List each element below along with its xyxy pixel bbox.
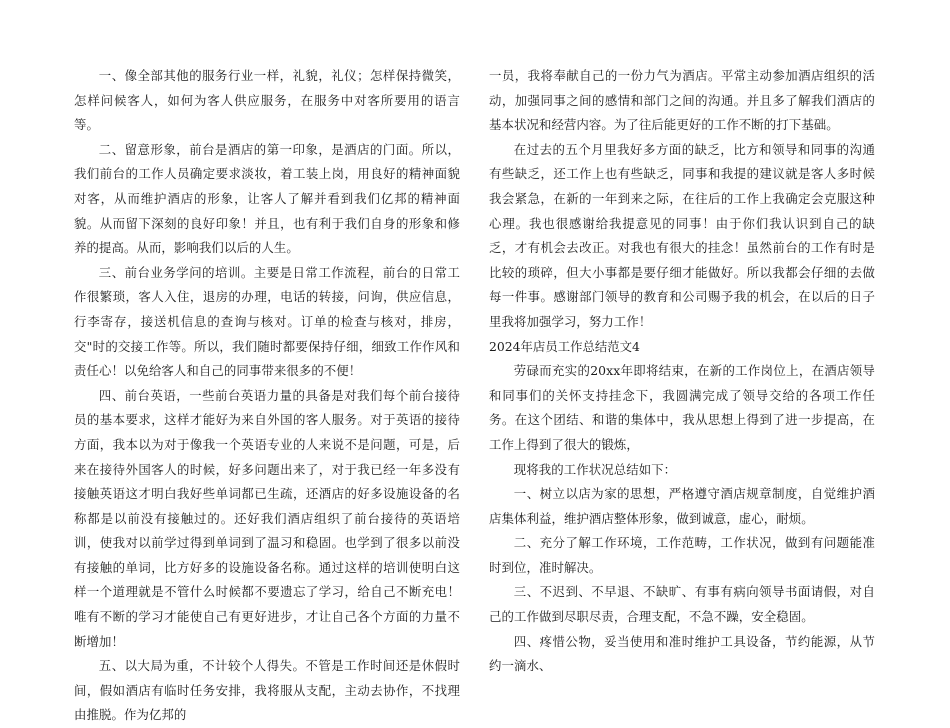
paragraph-point-2: 二、充分了解工作环境，工作范畴，工作状况，做到有问题能准时到位，准时解决。 [489, 535, 875, 575]
paragraph-etiquette: 一、像全部其他的服务行业一样，礼貌，礼仪；怎样保持微笑，怎样问候客人，如何为客人供应服务，在服务中对客所要用的语言等。 [74, 68, 460, 133]
paragraph-english: 四、前台英语，一些前台英语力量的具备是对我们每个前台接待员的基本要求，这样才能好为来自外国的客人服务。对于英语的接待方面，我本以为对于像我一个英语专业的人来说不是问题，可是，后来在接待外国客人的时候，好多问题出来了，对于我已经一年多没有接触英语这才明白我好些单词都已生疏，还酒店的好多设施设备的名称都是以前没有接触过的。还好我们酒店组织了前台接待的英语培训，使我对以前学过得到单词到了温习和稳固。也学到了很多以前没有接触的单词，比方好多的设施设备名称。通过这样的培训使明白这样一个道理就是不管什么时候都不要遗忘了学习，给自己不断充电！唯有不断的学习才能使自己有更好进步，才让自己各个方面的力量不断增加！ [74, 387, 460, 649]
paragraph-point-3: 三、不迟到、不早退、不缺旷、有事有病向领导书面请假，对自己的工作做到尽职尽责，合理支配，不急不躁，安全稳固。 [489, 584, 875, 625]
paragraph-continuation: 一员，我将奉献自己的一份力气为酒店。平常主动参加酒店组织的活动，加强同事之间的感情和部门之间的沟通。并且多了解我们酒店的基本状况和经营内容。为了往后能更好的工作不断的打下基础。 [489, 68, 875, 133]
left-column [74, 64, 460, 728]
paragraph-business-training: 三、前台业务学问的培训。主要是日常工作流程，前台的日常工作很繁琐，客人入住，退房的办理，电话的转接，问询，供应信息，行李寄存，接送机信息的查询与核对。订单的检查与核对，排房，交"时的交接工作等。所以，我们随时都要保持仔细，细致工作作风和责任心！以免给客人和自己的同事带来很多的不便！ [74, 264, 460, 379]
paragraph-point-1: 一、树立以店为家的思想，严格遵守酒店规章制度，自觉维护酒店集体利益，维护酒店整体形象，做到诚意，虚心，耐烦。 [489, 486, 875, 526]
paragraph-overall-interest: 五、以大局为重，不计较个人得失。不管是工作时间还是休假时间，假如酒店有临时任务安排，我将服从支配，主动去协作，不找理由推脱。作为亿邦的 [74, 658, 460, 723]
paragraph-intro: 劳碌而充实的20xx年即将结束，在新的工作岗位上，在酒店领导和同事们的关怀支持挂念下，我圆满完成了领导交给的各项工作任务。在这个团结、和谐的集体中，我从思想上得到了进一步提高，在工作上得到了很大的锻炼， [489, 363, 875, 452]
paragraph-point-4: 四、疼惜公物，妥当使用和准时维护工具设备，节约能源，从节约一滴水、 [489, 633, 875, 674]
right-column [489, 64, 875, 679]
paragraph-summary-lead: 现将我的工作状况总结如下： [513, 461, 677, 477]
paragraph-shortcomings: 在过去的五个月里我好多方面的缺乏，比方和领导和同事的沟通有些缺乏，还工作上也有些缺乏，同事和我提的建议就是客人多时候我会紧急，在新的一年到来之际，在往后的工作上我确定会克服这种心理。我也很感谢给我提意见的同事！由于你们我认识到自己的缺乏，才有机会去改正。对我也有很大的挂念！虽然前台的工作有时是比较的琐碎，但大小事都是要仔细才能做好。所以我都会仔细的去做每一件事。感谢部门领导的教育和公司赐予我的机会，在以后的日子里我将加强学习，努力工作！ [489, 141, 875, 329]
section-heading: 2024年店员工作总结范文4 [489, 338, 640, 354]
paragraph-image: 二、留意形象，前台是酒店的第一印象，是酒店的门面。所以，我们前台的工作人员确定要求淡妆，着工装上岗，用良好的精神面貌对客，从而维护酒店的形象，让客人了解并看到我们亿邦的精神面貌。从而留下深刻的良好印象！并且，也有利于我们自身的形象和修养的提高。从而，影响我们以后的人生。 [74, 141, 460, 256]
